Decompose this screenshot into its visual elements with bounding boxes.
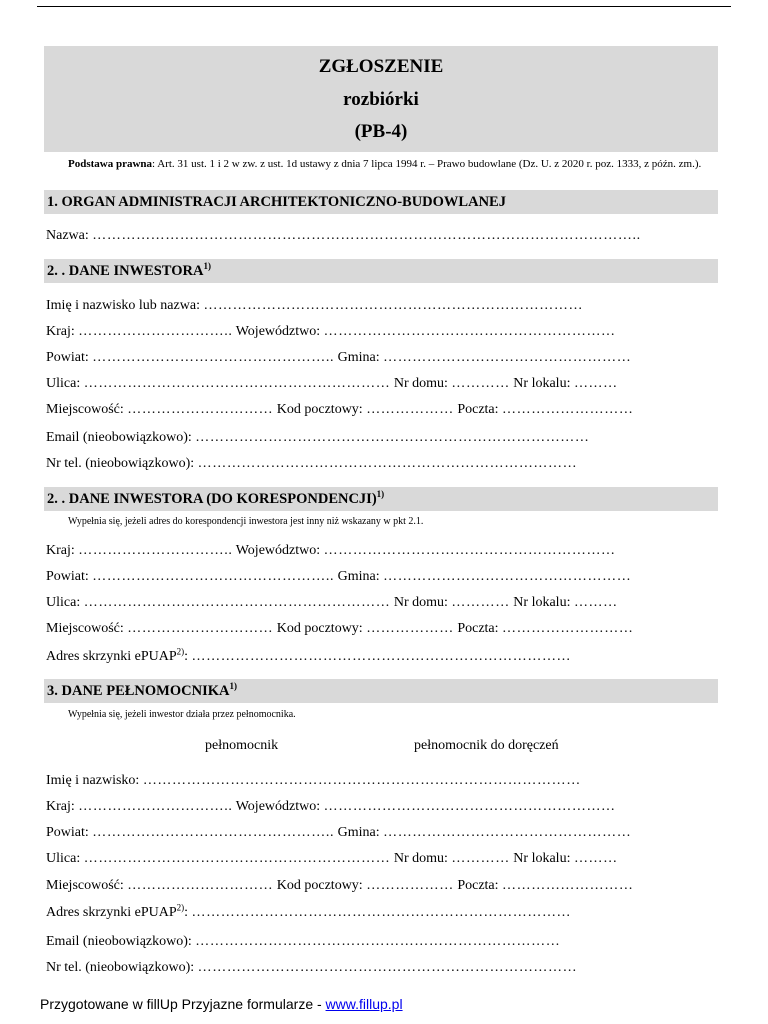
kraj-label: Kraj: — [46, 799, 75, 814]
gmina-label: Gmina: — [337, 350, 380, 365]
kod-pocztowy-label: Kod pocztowy: — [276, 402, 363, 417]
gmina-label: Gmina: — [337, 569, 380, 584]
organ-name-row[interactable]: Nazwa: ………………………………………………………………………………………………….. — [46, 228, 641, 243]
powiat-label: Powiat: — [46, 569, 89, 584]
corr-miejscowosc-row[interactable]: Miejscowość: ………………………… Kod pocztowy: ……………… Poczta: ……………………… — [46, 621, 634, 636]
form-code: (PB-4) — [354, 121, 408, 142]
section-2b-bar — [44, 487, 718, 511]
section-1-bar — [44, 190, 718, 214]
investor-email-row[interactable]: Email (nieobowiązkowo): ……………………………………………………………………… — [46, 430, 590, 445]
pelnomocnik-doreczen-option[interactable]: pełnomocnik do doręczeń — [414, 738, 559, 753]
powiat-label: Powiat: — [46, 825, 89, 840]
ulica-label: Ulica: — [46, 851, 81, 866]
corr-ulica-row[interactable]: Ulica: ……………………………………………………… Nr domu: ………… Nr lokalu: ……… — [46, 595, 618, 610]
nr-lokalu-label: Nr lokalu: — [513, 376, 571, 391]
kod-pocztowy-label: Kod pocztowy: — [276, 621, 363, 636]
section-2b-title: 2. . DANE INWESTORA (DO KORESPONDENCJI) — [47, 491, 377, 507]
proxy-ulica-row[interactable]: Ulica: ……………………………………………………… Nr domu: ………… Nr lokalu: ……… — [46, 851, 618, 866]
kod-pocztowy-label: Kod pocztowy: — [276, 878, 363, 893]
section-2-bar — [44, 259, 718, 283]
footer-text: Przygotowane w fillUp Przyjazne formularze - — [40, 996, 326, 1012]
section-1-title: 1. ORGAN ADMINISTRACJI ARCHITEKTONICZNO-BUDOWLANEJ — [47, 194, 506, 210]
wojewodztwo-label: Województwo: — [235, 543, 321, 558]
proxy-name-row[interactable]: Imię i nazwisko: ……………………………………………………………………………… — [46, 773, 581, 788]
investor-name-row[interactable]: Imię i nazwisko lub nazwa: …………………………………………………………………… — [46, 298, 584, 313]
proxy-email-row[interactable]: Email (nieobowiązkowo): ………………………………………………………………… — [46, 934, 561, 949]
footer — [40, 996, 403, 1012]
kraj-label: Kraj: — [46, 543, 75, 558]
poczta-label: Poczta: — [457, 621, 499, 636]
nr-domu-label: Nr domu: — [393, 595, 448, 610]
section-2b-note: Wypełnia się, jeżeli adres do korespondencji inwestora jest inny niż wskazany w pkt 2.1. — [68, 516, 424, 527]
nrtel-label: Nr tel. (nieobowiązkowo): — [46, 456, 195, 471]
section-2-footnote: 1) — [203, 261, 211, 272]
nrtel-label: Nr tel. (nieobowiązkowo): — [46, 960, 195, 975]
kraj-label: Kraj: — [46, 324, 75, 339]
form-subtitle: rozbiórki — [343, 89, 419, 110]
imie-nazwisko-label: Imię i nazwisko: — [46, 773, 140, 788]
email-label: Email (nieobowiązkowo): — [46, 430, 192, 445]
imie-nazwa-label: Imię i nazwisko lub nazwa: — [46, 298, 200, 313]
legal-basis — [68, 157, 708, 171]
corr-kraj-row[interactable]: Kraj: ………………………….. Województwo: …………………………………………………… — [46, 543, 616, 558]
investor-powiat-row[interactable]: Powiat: ………………………………………….. Gmina: …………………………………………… — [46, 350, 632, 365]
section-3-note: Wypełnia się, jeżeli inwestor działa przez pełnomocnika. — [68, 709, 296, 720]
fillup-link[interactable]: www.fillup.pl — [325, 996, 403, 1012]
nr-lokalu-label: Nr lokalu: — [513, 595, 571, 610]
poczta-label: Poczta: — [457, 878, 499, 893]
nr-lokalu-label: Nr lokalu: — [513, 851, 571, 866]
wojewodztwo-label: Województwo: — [235, 324, 321, 339]
section-2-title: 2. . DANE INWESTORA — [47, 263, 204, 279]
proxy-miejscowosc-row[interactable]: Miejscowość: ………………………… Kod pocztowy: ……………… Poczta: ……………………… — [46, 878, 634, 893]
pelnomocnik-option[interactable]: pełnomocnik — [205, 738, 279, 753]
epuap-label: Adres skrzynki ePUAP — [46, 649, 177, 664]
investor-miejscowosc-row[interactable]: Miejscowość: ………………………… Kod pocztowy: ……………… Poczta: ……………………… — [46, 402, 634, 417]
investor-ulica-row[interactable]: Ulica: ……………………………………………………… Nr domu: ………… Nr lokalu: ……… — [46, 376, 618, 391]
corr-powiat-row[interactable]: Powiat: ………………………………………….. Gmina: …………………………………………… — [46, 569, 632, 584]
nazwa-label: Nazwa: — [46, 228, 89, 243]
top-rule — [37, 6, 731, 7]
proxy-tel-row[interactable]: Nr tel. (nieobowiązkowo): …………………………………………………………………… — [46, 960, 578, 975]
proxy-powiat-row[interactable]: Powiat: ………………………………………….. Gmina: …………………………………………… — [46, 825, 632, 840]
investor-tel-row[interactable]: Nr tel. (nieobowiązkowo): …………………………………………………………………… — [46, 456, 578, 471]
nr-domu-label: Nr domu: — [393, 851, 448, 866]
corr-epuap-row[interactable]: Adres skrzynki ePUAP$^{2)}$: …………………………………………………………………… — [46, 647, 572, 664]
miejscowosc-label: Miejscowość: — [46, 402, 124, 417]
epuap-label: Adres skrzynki ePUAP — [46, 905, 177, 920]
proxy-epuap-row[interactable]: Adres skrzynki ePUAP$^{2)}$: …………………………………………………………………… — [46, 903, 572, 920]
form-header — [44, 46, 718, 152]
section-2b-footnote: 1) — [376, 489, 385, 500]
proxy-kraj-row[interactable]: Kraj: ………………………….. Województwo: …………………………………………………… — [46, 799, 616, 814]
nr-domu-label: Nr domu: — [393, 376, 448, 391]
ulica-label: Ulica: — [46, 595, 81, 610]
wojewodztwo-label: Województwo: — [235, 799, 321, 814]
miejscowosc-label: Miejscowość: — [46, 621, 124, 636]
miejscowosc-label: Miejscowość: — [46, 878, 124, 893]
section-3-bar — [44, 679, 718, 703]
poczta-label: Poczta: — [457, 402, 499, 417]
ulica-label: Ulica: — [46, 376, 81, 391]
legal-basis-label: Podstawa prawna — [68, 158, 153, 170]
section-3-title: 3. DANE PEŁNOMOCNIKA — [47, 683, 230, 699]
powiat-label: Powiat: — [46, 350, 89, 365]
legal-basis-text: : Art. 31 ust. 1 i 2 w zw. z ust. 1d ustawy z dnia 7 lipca 1994 r. – Prawo budowlane (Dz. U. z 2020 r. poz. 1333, z późn. zm.). — [152, 158, 702, 170]
section-3-footnote: 1) — [229, 681, 237, 692]
gmina-label: Gmina: — [337, 825, 380, 840]
investor-kraj-row[interactable]: Kraj: ………………………….. Województwo: …………………………………………………… — [46, 324, 616, 339]
epuap-footnote: 2) — [176, 903, 185, 913]
email-label: Email (nieobowiązkowo): — [46, 934, 192, 949]
epuap-footnote: 2) — [176, 647, 185, 657]
form-title: ZGŁOSZENIE — [318, 56, 444, 77]
